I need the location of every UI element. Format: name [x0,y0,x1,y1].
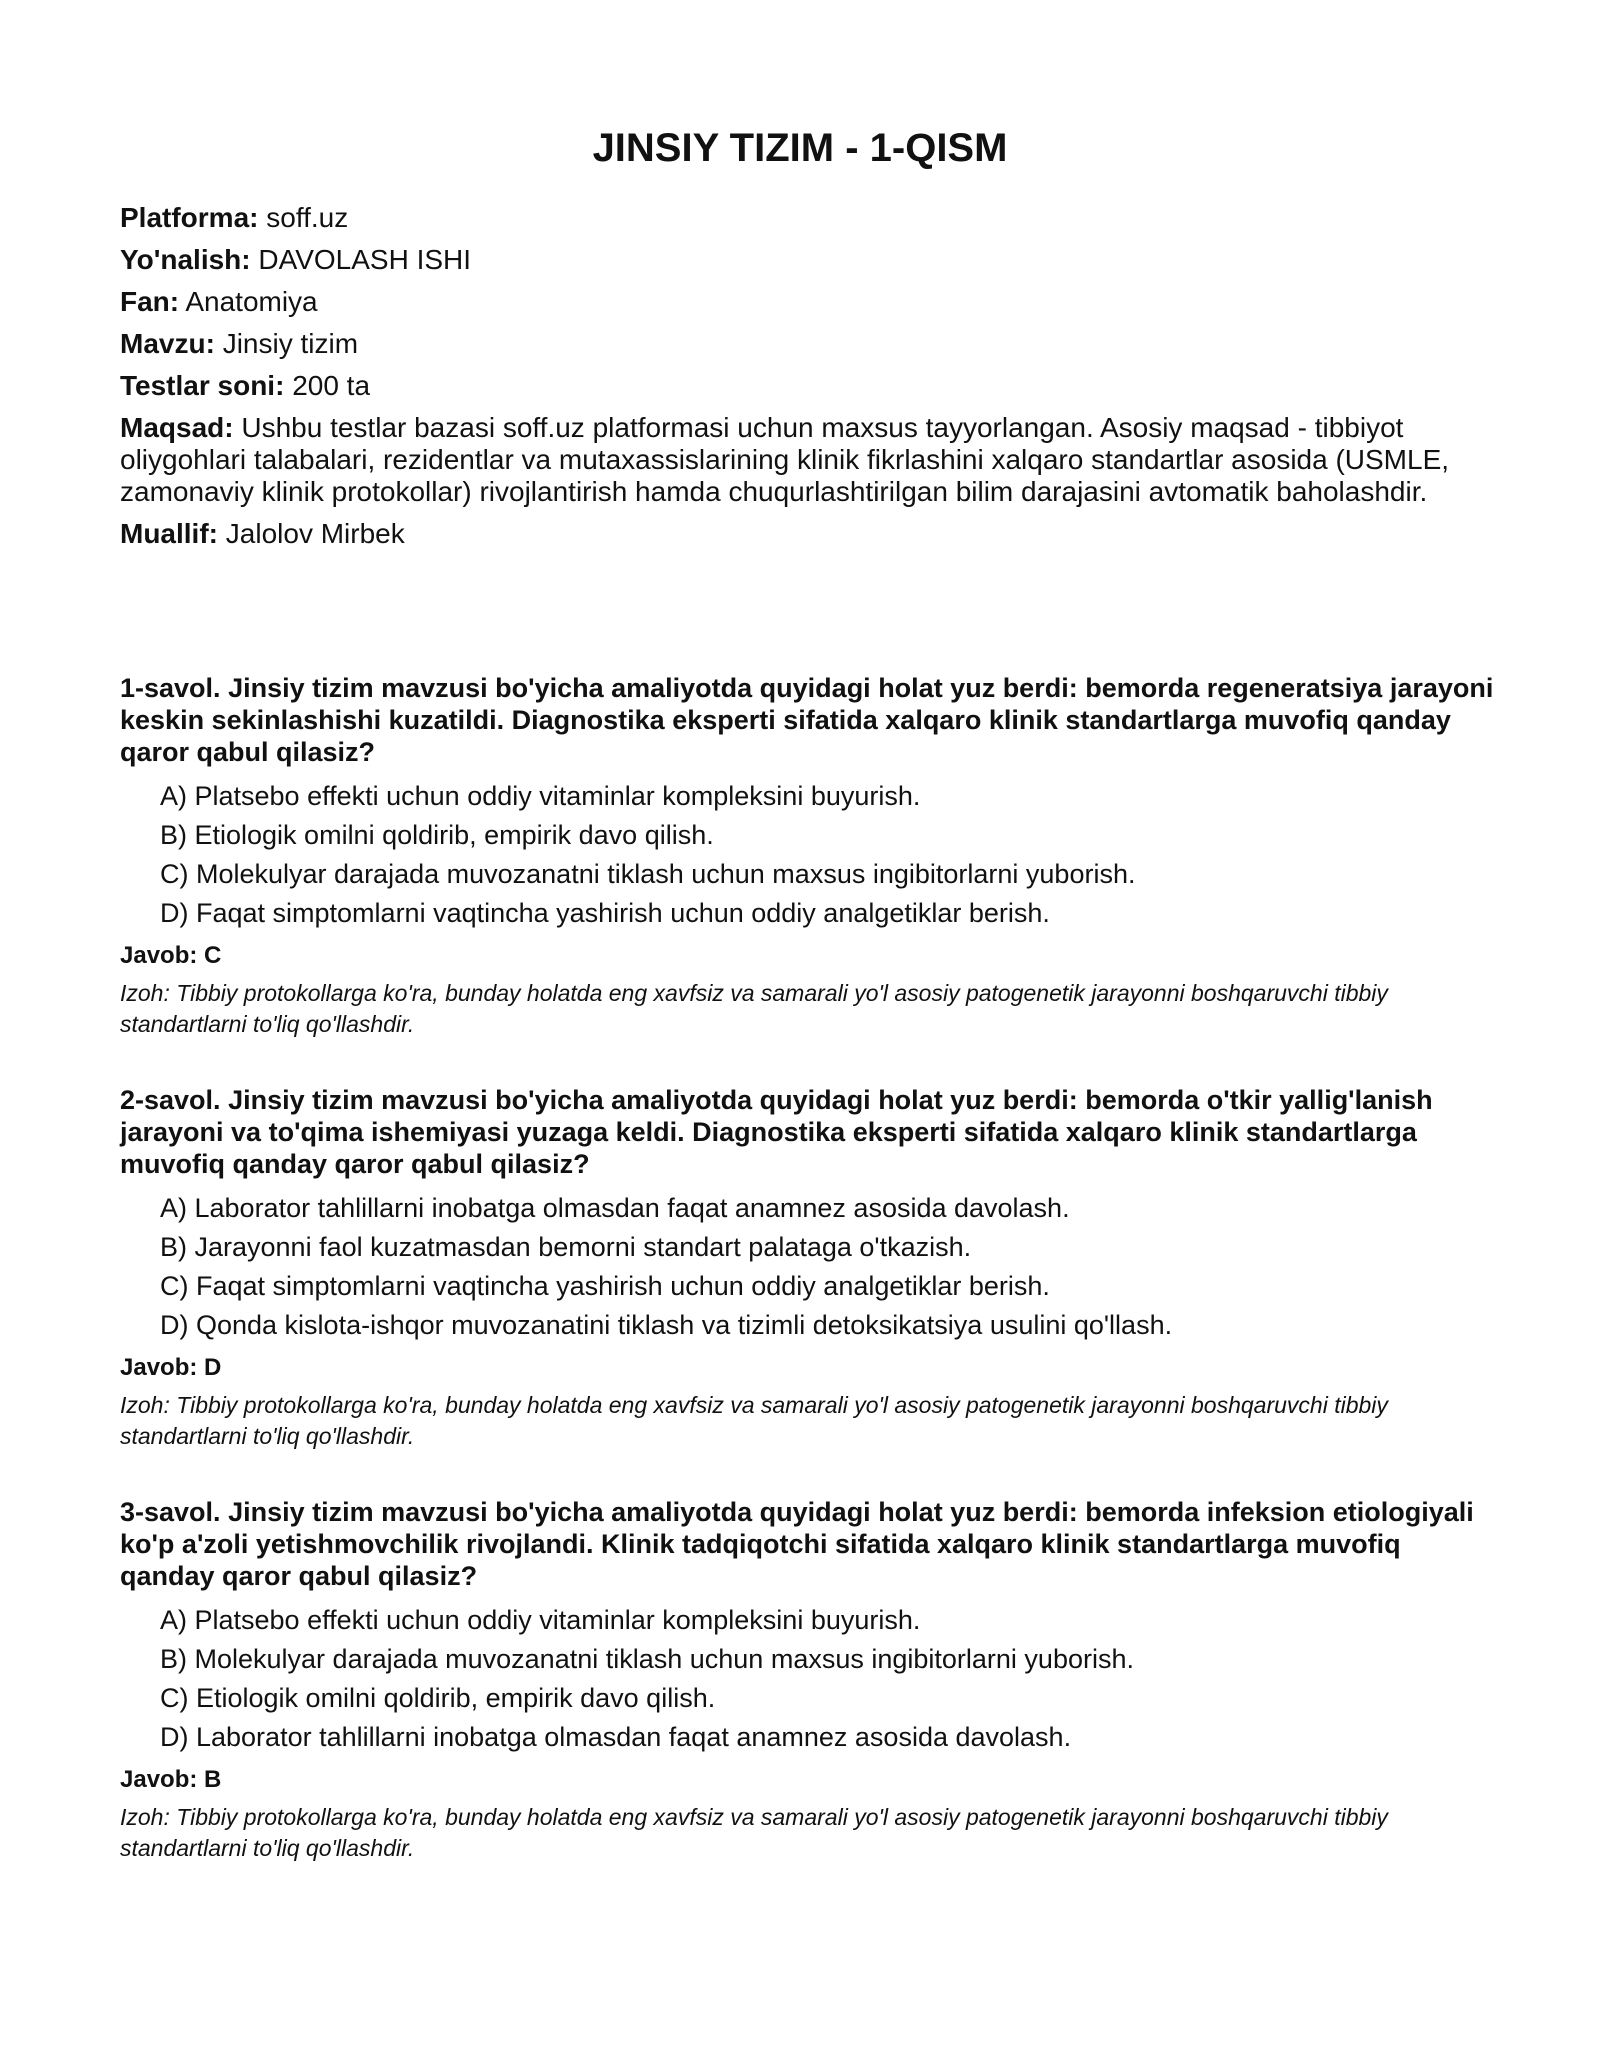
question-3 [120,1496,1495,1864]
question-1 [120,672,1495,1040]
option-c: C) Etiologik omilni qoldirib, empirik davo qilish. [160,1683,716,1713]
meta-purpose [120,412,1490,508]
meta-label: Muallif: [120,518,218,549]
question-text [120,672,1495,768]
option-b: B) Molekulyar darajada muvozanatni tiklash uchun maxsus ingibitorlarni yuborish. [160,1644,1134,1674]
answer: Javob: B [120,1766,222,1793]
meta-label: Mavzu: [120,328,215,359]
option-d: D) Laborator tahlillarni inobatga olmasdan faqat anamnez asosida davolash. [160,1722,1072,1752]
option-d: D) Qonda kislota-ishqor muvozanatini tiklash va tizimli detoksikatsiya usulini qo'llash. [160,1310,1173,1340]
explanation-note: Izoh: Tibbiy protokollarga ko'ra, bunday holatda eng xavfsiz va samarali yo'l asosiy patogenetik jarayonni boshqaruvchi tibbiy standartlarni to'liq qo'llashdir. [120,980,1388,1037]
meta-topic [120,328,1490,360]
meta-value: Jinsiy tizim [222,328,359,359]
meta-label: Maqsad: [120,412,234,443]
option-b: B) Etiologik omilni qoldirib, empirik davo qilish. [160,820,714,850]
meta-value: Jalolov Mirbek [225,518,405,549]
document-meta [120,202,1490,560]
meta-value: Anatomiya [185,286,318,317]
question-2 [120,1084,1495,1452]
option-a: A) Platsebo effekti uchun oddiy vitaminlar kompleksini buyurish. [160,781,921,811]
question-body: Jinsiy tizim mavzusi bo'yicha amaliyotda quyidagi holat yuz berdi: bemorda regeneratsiya jarayoni keskin sekinlashishi kuzatildi. Diagnostika eksperti sifatida xalqaro klinik standartlarga muvofiq qanday qaror qabul qilasiz? [120,673,1494,767]
option-a: A) Laborator tahlillarni inobatga olmasdan faqat anamnez asosida davolash. [160,1193,1070,1223]
meta-author [120,518,1490,550]
question-number: 2-savol. [120,1085,221,1115]
question-number: 1-savol. [120,673,221,703]
meta-value: 200 ta [292,370,371,401]
option-list [120,1189,1495,1345]
question-number: 3-savol. [120,1497,221,1527]
meta-direction [120,244,1490,276]
meta-value: DAVOLASH ISHI [258,244,472,275]
meta-value: soff.uz [266,202,349,233]
answer: Javob: D [120,1354,222,1381]
meta-test-count [120,370,1490,402]
option-c: C) Faqat simptomlarni vaqtincha yashirish uchun oddiy analgetiklar berish. [160,1271,1050,1301]
question-body: Jinsiy tizim mavzusi bo'yicha amaliyotda quyidagi holat yuz berdi: bemorda infeksion etiologiyali ko'p a'zoli yetishmovchilik rivojlandi. Klinik tadqiqotchi sifatida xalqaro klinik standartlarga muvofiq qanday qaror qabul qilasiz? [120,1497,1474,1591]
meta-label: Testlar soni: [120,370,285,401]
meta-value: Ushbu testlar bazasi soff.uz platformasi uchun maxsus tayyorlangan. Asosiy maqsad - tibbiyot oliygohlari talabalari, rezidentlar va mutaxassislarining klinik fikrlashini xalqaro standartlar asosida (USMLE, zamonaviy klinik protokollar) rivojlantirish hamda chuqurlashtirilgan bilim darajasini avtomatik baholashdir. [120,412,1450,507]
question-list [120,672,1495,1908]
option-c: C) Molekulyar darajada muvozanatni tiklash uchun maxsus ingibitorlarni yuborish. [160,859,1136,889]
question-text [120,1084,1495,1180]
answer: Javob: C [120,942,222,969]
meta-subject [120,286,1490,318]
question-body: Jinsiy tizim mavzusi bo'yicha amaliyotda quyidagi holat yuz berdi: bemorda o'tkir yallig'lanish jarayoni va to'qima ishemiyasi yuzaga keldi. Diagnostika eksperti sifatida xalqaro klinik standartlarga muvofiq qanday qaror qabul qilasiz? [120,1085,1433,1179]
question-text [120,1496,1495,1592]
document-title: JINSIY TIZIM - 1-QISM [592,126,1008,170]
option-b: B) Jarayonni faol kuzatmasdan bemorni standart palataga o'tkazish. [160,1232,972,1262]
option-d: D) Faqat simptomlarni vaqtincha yashirish uchun oddiy analgetiklar berish. [160,898,1050,928]
option-list [120,1601,1495,1757]
meta-label: Yo'nalish: [120,244,251,275]
option-list [120,777,1495,933]
option-a: A) Platsebo effekti uchun oddiy vitaminlar kompleksini buyurish. [160,1605,921,1635]
meta-platform [120,202,1490,234]
explanation-note: Izoh: Tibbiy protokollarga ko'ra, bunday holatda eng xavfsiz va samarali yo'l asosiy patogenetik jarayonni boshqaruvchi tibbiy standartlarni to'liq qo'llashdir. [120,1392,1388,1449]
meta-label: Fan: [120,286,180,317]
explanation-note: Izoh: Tibbiy protokollarga ko'ra, bunday holatda eng xavfsiz va samarali yo'l asosiy patogenetik jarayonni boshqaruvchi tibbiy standartlarni to'liq qo'llashdir. [120,1804,1388,1861]
meta-label: Platforma: [120,202,259,233]
